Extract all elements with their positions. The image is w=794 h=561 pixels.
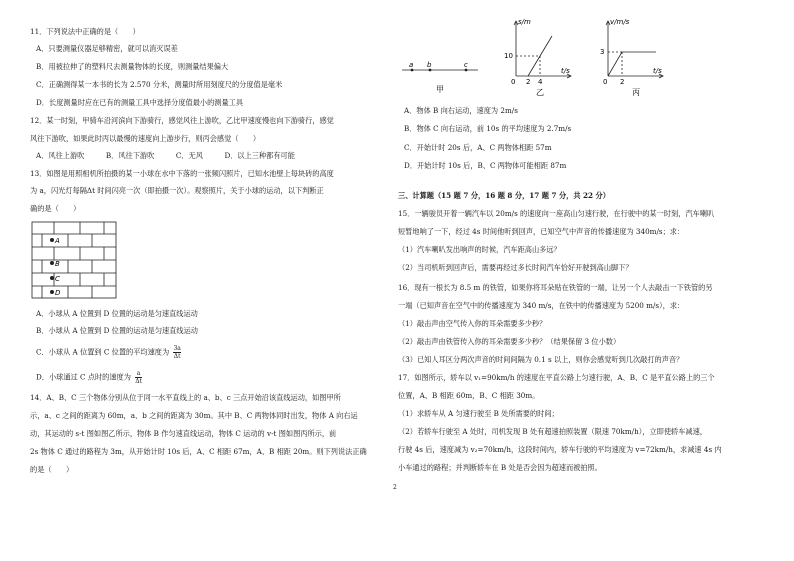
yi-xtick-4: 4 [538, 78, 543, 86]
bing-ytick: 3 [600, 48, 605, 56]
q16-line2: 一端（已知声音在空气中的传播速度为 340 m/s，在铁中的传播速度为 5200 m/s），求： [398, 301, 685, 310]
q15-part1: （1）汽车喇叭发出响声的时候，汽车距高山多远？ [398, 245, 561, 254]
yi-origin: 0 [511, 78, 516, 86]
q15-line1: 15．一辆骏员开着一辆汽车以 20m/s 的速度向一座高山匀速行驶，在行驶中的某一时刻，汽车喇叭 [398, 209, 715, 218]
brick-wall-figure [30, 220, 120, 300]
q12-stem-line1: 12．某一时刻，甲骑车沿河滨向下游骑行，感觉风往上游吹，乙比甲速度慢也向下游骑行，感觉 [30, 116, 334, 125]
q14-line2: 示，a、c 之间的距离为 60m，a、b 之间的距离为 30m。其中 B、C 两物体同时出发，物体 A 向右运 [30, 411, 358, 420]
yi-ylabel: s/m [518, 18, 531, 26]
point-b-label: b [427, 61, 432, 69]
section3-title: 三、计算题（15 题 7 分，16 题 8 分，17 题 7 分，共 22 分） [398, 191, 610, 200]
bing-xlabel: t/s [653, 67, 662, 75]
ball-position-c [50, 276, 54, 280]
q17-line1: 17．如图所示，轿车以 v₁=90km/h 的速度在平直公路上匀速行驶，A、B、C 是平直公路上的三个 [398, 373, 715, 382]
q13-stem-line1: 13．如图是用照相机所拍摄的某一小球在水中下落的一张频闪照片，已知水池壁上每块砖的高度 [30, 169, 334, 178]
figure-yi-st-graph [488, 16, 578, 98]
q13-option-b: B．小球从 A 位置到 D 位置的运动是匀速直线运动 [36, 326, 198, 335]
q17-part2-line1: （2）若轿车行驶至 A 处时，司机发现 B 处有超速拍照装置（限速 70km/h），立即使轿车减速， [398, 427, 707, 436]
q15-line2: 短暂地响了一下，经过 4s 时间他听到回声，已知空气中声音的传播速度为 340m/s；求： [398, 227, 685, 236]
q16-part1: （1）敲击声由空气传入你的耳朵需要多少秒？ [398, 319, 547, 328]
q16-line1: 16．现有一根长为 8.5 m 的铁管，如果你将耳朵贴在铁管的一端，让另一个人去敲击一下铁管的另 [398, 283, 713, 292]
q11-stem: 11．下列说法中正确的是（ ） [30, 27, 140, 36]
q11-option-c: C．正确测得某一本书的长为 2.570 分米，测量时所用刻度尺的分度值是毫米 [36, 80, 283, 89]
q13-option-c-text: C．小球从 A 位置到 C 位置的平均速度为 [36, 347, 170, 357]
figure-bing-caption: 丙 [632, 88, 640, 97]
q17-part2-line3: 小车通过的路程；并判断轿车在 B 处是否会因为超速而被拍照。 [398, 463, 602, 472]
figure-jia-caption: 甲 [436, 85, 444, 94]
q13-option-d-text: D．小球通过 C 点时的速度为 [36, 372, 131, 382]
fraction-3a-over-dt [173, 345, 180, 360]
q17-line2: 位置，A、B 相距 60m，B、C 相距 30m。 [398, 391, 540, 400]
ball-position-b [50, 261, 54, 265]
q14-line4: 2s 物体 C 通过的路程为 3m，从开始计时 10s 后，A、C 相距 67m，A、B 相距 20m。则下列说法正确 [30, 447, 367, 456]
q13-option-c [30, 345, 181, 360]
label-a: A [55, 237, 60, 245]
page-number: 2 [393, 484, 397, 491]
q14-option-a: A．物体 B 向右运动，速度为 2m/s [404, 106, 518, 115]
fraction-denominator: Δt [135, 378, 142, 385]
label-b: B [55, 260, 60, 268]
q13-option-a: A．小球从 A 位置到 D 位置的运动是匀速直线运动 [36, 309, 198, 318]
q15-part2: （2）当司机听到回声后，需要再经过多长时间汽车恰好开驶到高山脚下？ [398, 263, 633, 272]
q11-option-b: B．用被拉伸了的塑料尺去测量物体的长度，则测量结果偏大 [36, 62, 229, 71]
q13-option-d [30, 370, 142, 385]
fraction-numerator: 3a [173, 345, 181, 352]
q17-part2-line2: 行驶 4s 后，速度减为 v₂=70km/h，这段时间内，轿车行驶的平均速度为 v=72km/h，求减速 4s 内 [398, 445, 722, 454]
bing-xtick-2: 2 [620, 78, 625, 86]
q11-option-d: D．长度测量时应在已有的测量工具中选择分度值最小的测量工具 [36, 98, 244, 107]
q14-option-d: D．开始计时 10s 后，B、C 两物体可能相距 87m [404, 161, 567, 170]
label-c: C [55, 275, 60, 283]
q17-part1: （1）求轿车从 A 匀速行驶至 B 处所需要的时间； [398, 409, 559, 418]
fraction-denominator: Δt [173, 353, 181, 360]
figure-yi-caption: 乙 [536, 88, 544, 97]
q13-stem-line3: 确的是（ ） [30, 204, 81, 213]
yi-xtick-2: 2 [526, 78, 531, 86]
q12-stem-line2: 风往下游吹，如果此时丙以最慢的速度向上游步行，则丙会感觉（ ） [30, 134, 261, 143]
figure-bing-vt-graph [580, 16, 670, 98]
bing-origin: 0 [603, 78, 608, 86]
q11-option-a: A．只要测量仪器足够精密，就可以消灭误差 [36, 44, 178, 53]
q14-line3: 动，其运动的 s-t 图如图乙所示，物体 B 作匀速直线运动，物体 C 运动的 v-t 图如图丙所示，前 [30, 429, 337, 438]
point-c-label: c [464, 61, 468, 69]
q14-line1: 14．A、B、C 三个物体分别从位于同一水平直线上的 a、b、c 三点开始沿该直线运动，如图甲所 [30, 393, 341, 402]
label-d: D [55, 289, 61, 297]
ball-position-d [50, 290, 54, 294]
fraction-a-over-dt [135, 370, 142, 385]
yi-ytick: 10 [504, 52, 513, 60]
ball-position-a [50, 238, 54, 242]
fraction-numerator: a [136, 370, 141, 377]
q14-option-b: B．物体 C 向右运动，前 10s 的平均速度为 2.7m/s [404, 124, 572, 133]
q13-stem-line2: 为 a，闪光灯每隔Δt 时间闪亮一次（即拍摄一次）。观察照片，关于小球的运动，以下判断正 [30, 186, 324, 195]
point-a-label: a [409, 61, 414, 69]
q14-option-c: C．开始计时 20s 后，A、C 两物体相距 57m [404, 143, 552, 152]
q16-part3: （3）已知人耳区分两次声音的时间间隔为 0.1 s 以上，则你会感觉听到几次敲打的声音？ [398, 355, 684, 364]
q14-line5: 的是（ ） [30, 465, 74, 474]
vt-line [608, 52, 656, 76]
q12-options: A．风往上游吹 B．风往下游吹 C．无风 D．以上三种都有可能 [36, 151, 295, 160]
yi-xlabel: t/s [561, 67, 570, 75]
figure-jia [398, 58, 483, 94]
bing-ylabel: v/m/s [610, 18, 630, 26]
q16-part2: （2）敲击声由铁管传入你的耳朵需要多少秒？（结果保留 3 位小数） [398, 337, 621, 346]
